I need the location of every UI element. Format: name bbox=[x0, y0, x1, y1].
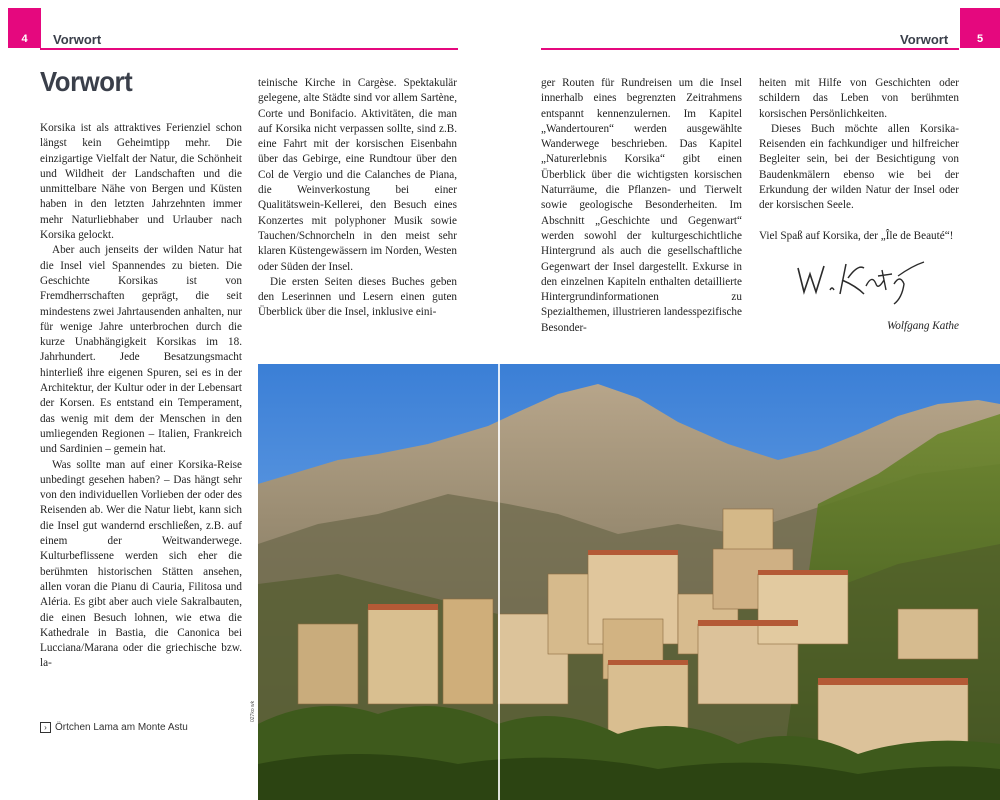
running-head-right: Vorwort bbox=[900, 32, 949, 47]
paragraph: Die ersten Seiten dieses Buches geben den Leserinnen und Lesern einen guten Überblick über die Insel, inklusive eini- bbox=[258, 275, 457, 319]
author-signature bbox=[790, 250, 930, 310]
paragraph: ger Routen für Rundreisen um die Insel innerhalb eines begrenzten Zeitrahmens entspannt kennenzulernen. Im Kapitel „Wandertouren“ werden ausgewählte Wanderwege beschrieben. Das Kapitel „Naturerlebnis Korsika“ gibt einen Überblick über die wichtigsten korsischen Naturräume, die Pflanzen- und Tierwelt sowie geologische Besonderheiten. Im Abschnitt „Geschichte und Gegenwart“ werden sowohl der kulturgeschichtliche Hintergrund als auch die gesellschaftliche Gegenwart der Insel dargestellt. Exkurse in den einzelnen Kapiteln enthalten detaillierte Hintergrundinformationen zu Spezialthemen, illustrieren landesspezifische Besonder- bbox=[541, 77, 742, 334]
paragraph: Korsika ist als attraktives Ferienziel schon längst kein Geheimtipp mehr. Die einzigartige Vielfalt der Natur, die Schönheit und Wildheit der Landschaften und die unmittelbare Nähe von Bergen und Küsten haben in den letzten Jahrzehnten immer mehr Naturliebhaber und Urlauber nach Korsika gelockt. bbox=[40, 122, 242, 242]
running-head-left: Vorwort bbox=[53, 32, 102, 47]
header-rule-left bbox=[40, 48, 458, 50]
paragraph: Dieses Buch möchte allen Korsika-Reisenden ein fachkundiger und hilfreicher Begleiter sein, bei der Besichtigung von Baudenkmälern ebenso wie bei der Erkundung der wilden Natur der Insel oder der korsischen Seele. bbox=[759, 122, 959, 212]
paragraph: heiten mit Hilfe von Geschichten oder schildern das Leben von berühmten korsischen Persönlichkeiten. bbox=[759, 77, 959, 120]
page-number-tab-left bbox=[8, 8, 41, 48]
page-title: Vorwort bbox=[40, 66, 133, 97]
page-number-tab-right bbox=[960, 8, 1000, 48]
text-column-3 bbox=[541, 76, 742, 336]
paragraph: Aber auch jenseits der wilden Natur hat die Insel viel Spannendes zu bieten. Die Geschichte Korsikas ist von Fremdherrschaften geprägt, die seit mindestens zwei Jahrtausenden anhalten, nur für wenige Jahre unterbrochen durch die kurze Unabhängigkeit Korsikas im 18. Jahrhundert. Jede Besatzungsmacht hinterließ ihre eigenen Spuren, sei es in der Architektur, der Kultur oder in der Lebensart der Korsen. Es entstand ein Temperament, das wenig mit dem der Menschen in den umliegenden Regionen – Italien, Frankreich und Sardinien – gemein hat. bbox=[40, 244, 242, 456]
chevron-right-icon: › bbox=[40, 722, 51, 733]
closing-line: Viel Spaß auf Korsika, der „Île de Beauté“! bbox=[759, 229, 954, 242]
village-photo bbox=[258, 364, 1000, 800]
paragraph: teinische Kirche in Cargèse. Spektakulär gelegene, alte Städte sind vor allem Sartène, Corte und Bonifacio. Aktivitäten, die man auf Korsika nicht verpassen sollte, sind z.B. eine Fahrt mit der korsischen Eisenbahn über das Gebirge, eine Rundtour über den Col de Vergio und die Calanches de Piana, die Weinverkostung bei einer Qualitätswein-Kellerei, den Besuch eines Konzertes mit polyphoner Musik sowie Tauchen/Schnorcheln in den meist sehr klaren Küstengewässern im Norden, Westen oder Süden der Insel. bbox=[258, 77, 457, 273]
text-column-1 bbox=[40, 121, 242, 672]
header-rule-right bbox=[541, 48, 959, 50]
author-name: Wolfgang Kathe bbox=[887, 320, 959, 332]
caption-text: Örtchen Lama am Monte Astu bbox=[55, 722, 188, 733]
page-number-right: 5 bbox=[976, 33, 984, 45]
photo-caption bbox=[40, 722, 188, 733]
photo-credit: 027ko wk bbox=[250, 700, 256, 722]
text-column-4 bbox=[759, 76, 959, 244]
paragraph: Was sollte man auf einer Korsika-Reise unbedingt gesehen haben? – Das hängt sehr von den individuellen Vorlieben der oder des Reisenden ab. Wer die Natur liebt, kann sich die Insel gut wandernd erschließen, z.B. auf einem der Weitwanderwege. Kulturbeflissene werden sich eher die berühmten historischen Stätten ansehen, allen voran die Pianu di Cauria, Filitosa und Aléria. Es gibt aber auch viele Sakralbauten, die einen Besuch lohnen, wie etwa die Kathedrale in Bastia, die Canonica bei Lucciana/Marana oder die griechische bzw. la- bbox=[40, 458, 242, 670]
page-gutter bbox=[498, 364, 500, 800]
page-number-left: 4 bbox=[21, 33, 28, 45]
text-column-2 bbox=[258, 76, 457, 321]
